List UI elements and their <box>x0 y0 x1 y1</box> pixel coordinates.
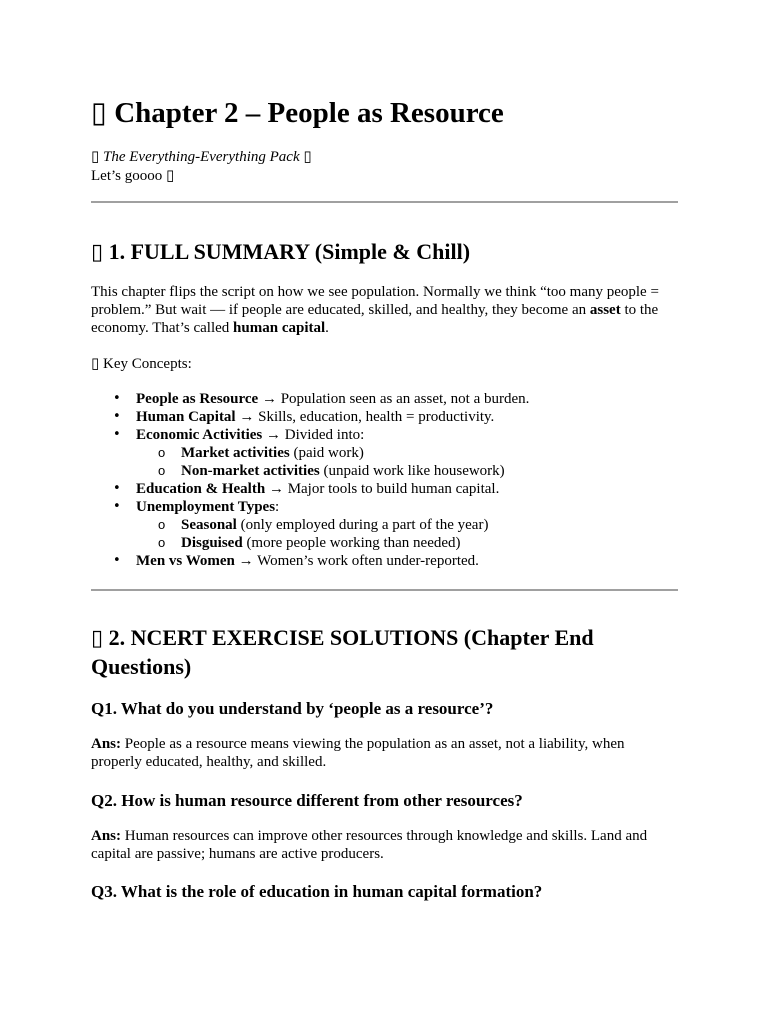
book-icon: ▯ <box>91 626 104 651</box>
question-heading: Q3. What is the role of education in human capital formation? <box>91 882 543 901</box>
sub-list-item: o Seasonal (only employed during a part of the year) <box>91 516 678 534</box>
subtitle-line2: Let’s goooo <box>91 168 163 184</box>
pack-name: The Everything-Everything Pack <box>103 149 300 165</box>
sub-list-item: o Disguised (more people working than needed) <box>91 534 678 552</box>
page-title: ▯ Chapter 2 – People as Resource <box>91 95 504 129</box>
question-heading: Q1. What do you understand by ‘people as a resource’? <box>91 699 494 718</box>
list-item: • Education & Health → Major tools to build human capital. <box>91 480 678 498</box>
summary-paragraph: This chapter flips the script on how we see population. Normally we think “too many people = problem.” But wait — if people are educated, skilled, and healthy, they become an asset to the economy. That’s called human capital. <box>91 284 659 336</box>
sparkle-icon: ▯ <box>303 147 312 165</box>
book-icon: ▯ <box>91 95 107 129</box>
subtitle <box>91 147 312 185</box>
answer-paragraph: Ans: People as a resource means viewing the population as an asset, not a liability, when properly educated, healthy, and skilled. <box>91 736 625 770</box>
key-concepts-label: ▯ Key Concepts: <box>91 354 192 372</box>
divider <box>91 201 678 203</box>
key-icon: ▯ <box>91 354 100 372</box>
sub-list <box>136 516 678 552</box>
sub-list-item: o Market activities (paid work) <box>91 444 678 462</box>
list-item: • Men vs Women → Women’s work often under-reported. <box>91 552 678 570</box>
notes-icon: ▯ <box>91 240 104 265</box>
rocket-icon: ▯ <box>166 166 175 184</box>
list-item: • Unemployment Types: o Seasonal (only employed during a part of the year) o Disguised (more people working than needed) <box>91 498 678 552</box>
answer-paragraph: Ans: Human resources can improve other resources through knowledge and skills. Land and capital are passive; humans are active producers. <box>91 828 648 862</box>
section-heading-ncert: ▯ 2. NCERT EXERCISE SOLUTIONS (Chapter End Questions) <box>91 625 594 679</box>
list-item: • Economic Activities → Divided into: o Market activities (paid work) o Non-market activities (unpaid work like housework) <box>91 426 678 480</box>
list-item: • People as Resource → Population seen as an asset, not a burden. <box>91 390 678 408</box>
sub-list <box>136 444 678 480</box>
list-item: • Human Capital → Skills, education, health = productivity. <box>91 408 678 426</box>
sub-list-item: o Non-market activities (unpaid work like housework) <box>91 462 678 480</box>
divider <box>91 589 678 591</box>
section-heading-summary: ▯ 1. FULL SUMMARY (Simple & Chill) <box>91 239 471 265</box>
question-heading: Q2. How is human resource different from other resources? <box>91 791 523 810</box>
key-concepts-list <box>91 390 678 570</box>
sparkle-icon: ▯ <box>91 147 100 165</box>
